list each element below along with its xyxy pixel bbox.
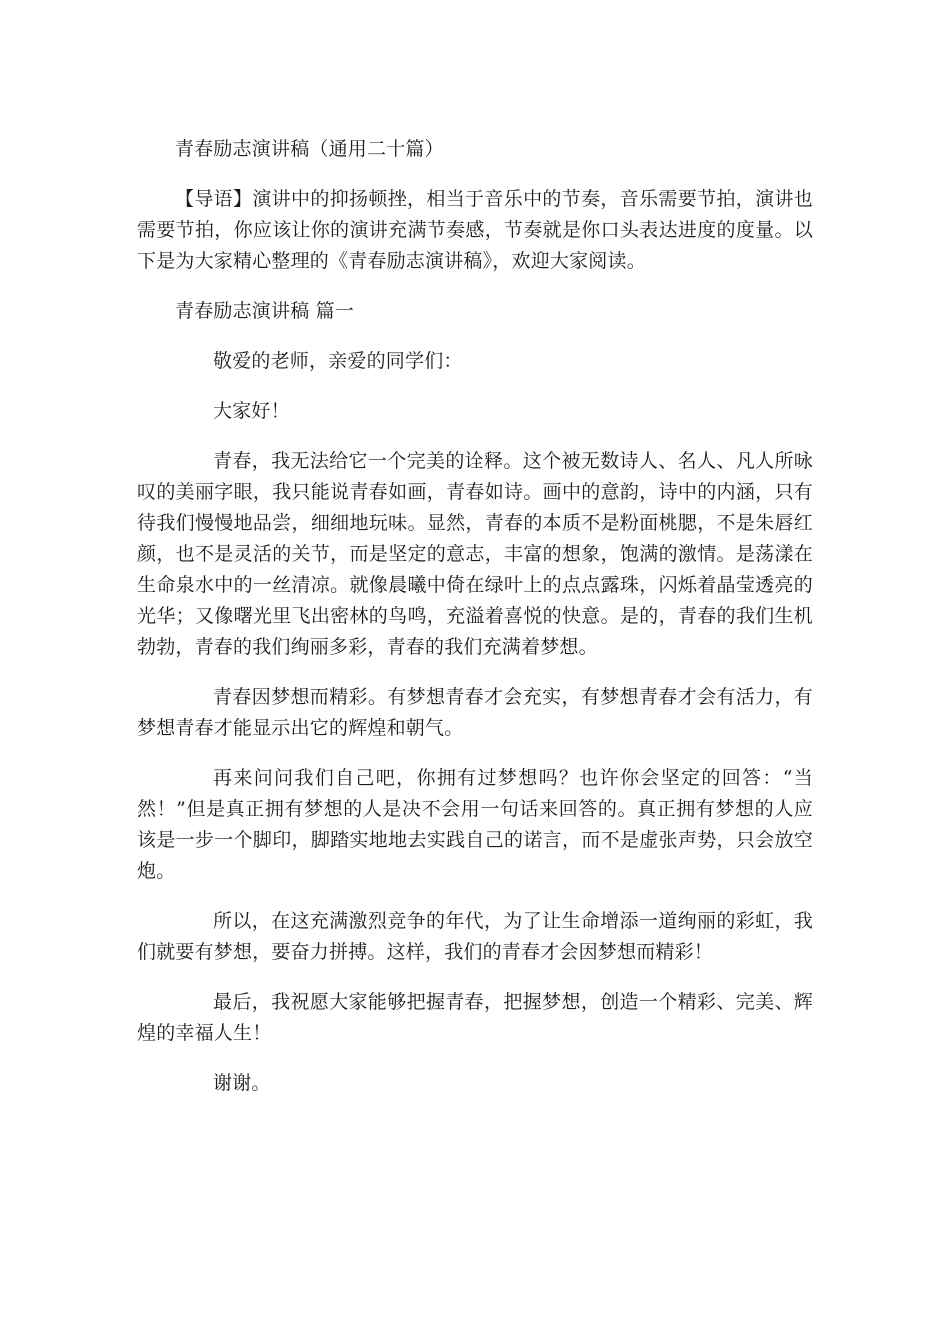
closing: 谢谢。 <box>213 1072 271 1094</box>
salutation: 敬爱的老师，亲爱的同学们： <box>213 350 463 372</box>
body-paragraph: 青春，我无法给它一个完美的诠释。这个被无数诗人、名人、凡人所咏叹的美丽字眼，我只能说青春如画，青春如诗。画中的意韵，诗中的内涵，只有待我们慢慢地品尝，细细地玩味。显然，青春的本质不是粉面桃腮，不是朱唇红颜，也不是灵活的关节，而是坚定的意志，丰富的想象，饱满的激情。是荡漾在生命泉水中的一丝清凉。就像晨曦中倚在绿叶上的点点露珠，闪烁着晶莹透亮的光华；又像曙光里飞出密林的鸟鸣，充溢着喜悦的快意。是的，青春的我们生机勃勃，青春的我们绚丽多彩，青春的我们充满着梦想。 <box>137 450 813 658</box>
section-heading: 青春励志演讲稿 篇一 <box>175 300 355 322</box>
greeting: 大家好！ <box>213 400 290 422</box>
body-paragraph: 所以，在这充满激烈竞争的年代，为了让生命增添一道绚丽的彩虹，我们就要有梦想，要奋力拼搏。这样，我们的青春才会因梦想而精彩！ <box>137 910 813 963</box>
body-paragraph: 再来问问我们自己吧，你拥有过梦想吗？也许你会坚定的回答：“当然！”但是真正拥有梦想的人是决不会用一句话来回答的。真正拥有梦想的人应该是一步一个脚印，脚踏实地地去实践自己的诺言，而不是虚张声势，只会放空炮。 <box>137 767 813 882</box>
document-page <box>137 134 813 1099</box>
intro-paragraph: 【导语】演讲中的抑扬顿挫，相当于音乐中的节奏，音乐需要节拍，演讲也需要节拍，你应该让你的演讲充满节奏感，节奏就是你口头表达进度的度量。以下是为大家精心整理的《青春励志演讲稿》，欢迎大家阅读。 <box>137 188 813 272</box>
body-paragraph: 青春因梦想而精彩。有梦想青春才会充实，有梦想青春才会有活力，有梦想青春才能显示出它的辉煌和朝气。 <box>137 686 813 739</box>
body-paragraph: 最后，我祝愿大家能够把握青春，把握梦想，创造一个精彩、完美、辉煌的幸福人生！ <box>137 991 813 1044</box>
document-title: 青春励志演讲稿（通用二十篇） <box>175 138 444 160</box>
